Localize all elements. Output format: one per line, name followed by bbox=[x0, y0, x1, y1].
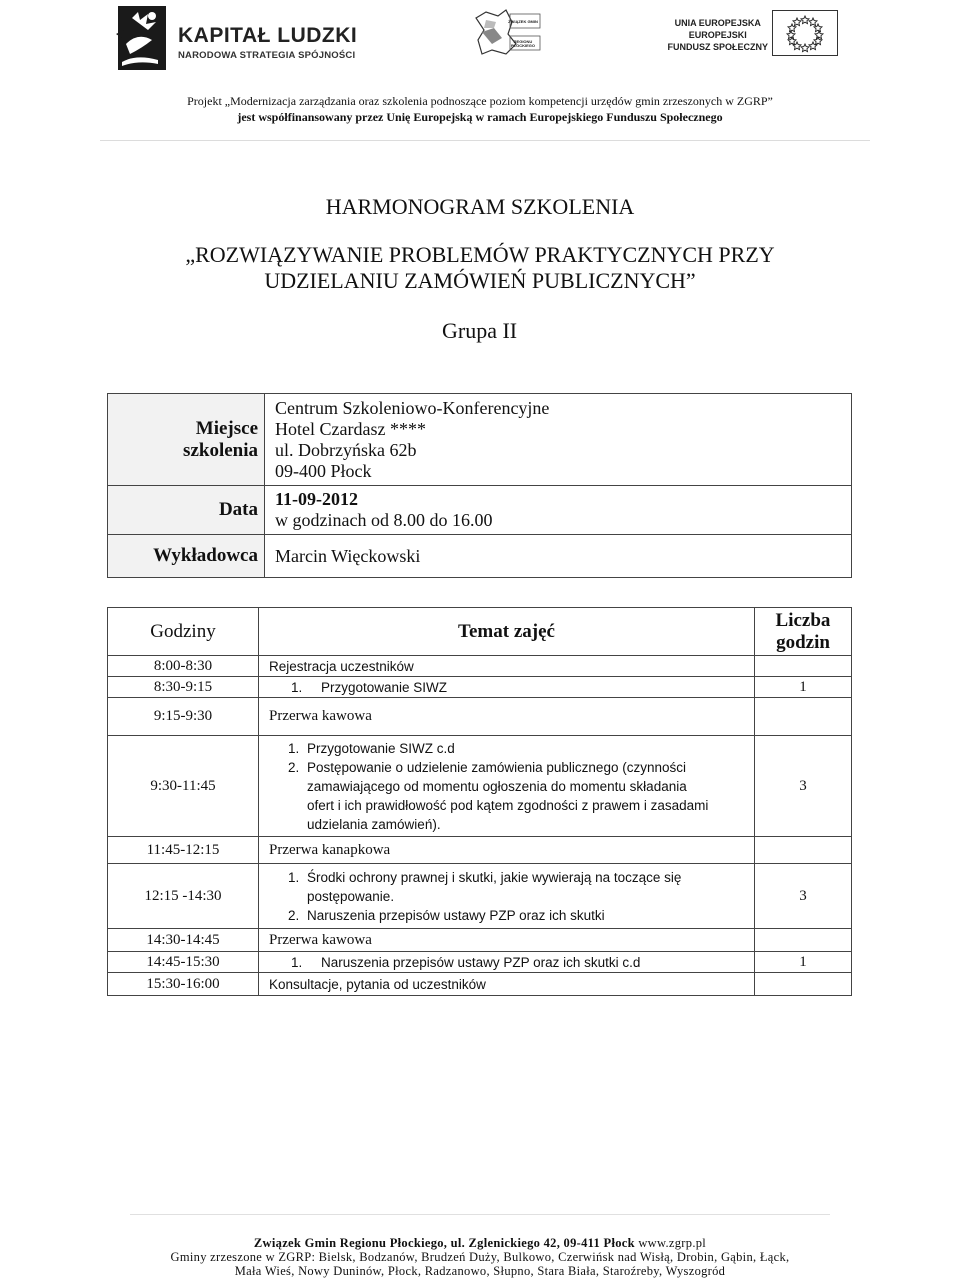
zgrp-logo bbox=[472, 8, 544, 58]
kapital-ludzki-emblem-icon bbox=[112, 4, 170, 72]
row-time: 14:30-14:45 bbox=[108, 929, 259, 952]
info-row-place bbox=[108, 394, 852, 486]
eu-text-line-1: UNIA EUROPEJSKA bbox=[674, 18, 761, 28]
project-line-2: jest współfinansowany przez Unię Europejską w ramach Europejskiego Funduszu Społecznego bbox=[237, 110, 723, 124]
place-label bbox=[108, 394, 265, 486]
row-topic bbox=[259, 736, 755, 837]
project-line-1: Projekt „Modernizacja zarządzania oraz szkolenia podnoszące poziom kompetencji urzędów gmin zrzeszonych w ZGRP” bbox=[187, 94, 773, 108]
date-text: 11-09-2012 bbox=[275, 489, 358, 509]
lecturer-label-text: Wykładowca bbox=[153, 545, 258, 566]
row-hours bbox=[755, 929, 852, 952]
row-time: 8:30-9:15 bbox=[108, 677, 259, 698]
row-topic: Przerwa kanapkowa bbox=[259, 837, 755, 864]
row-time: 8:00-8:30 bbox=[108, 656, 259, 677]
row-topic bbox=[259, 677, 755, 698]
date-value bbox=[265, 486, 852, 535]
row-hours: 3 bbox=[755, 864, 852, 929]
item-text: Przygotowanie SIWZ bbox=[321, 679, 448, 695]
header-count bbox=[755, 608, 852, 656]
row-hours bbox=[755, 837, 852, 864]
lecturer-label bbox=[108, 535, 265, 578]
footer-divider bbox=[130, 1214, 830, 1215]
header-count-line-1: Liczba bbox=[775, 609, 831, 631]
place-label-line-2: szkolenia bbox=[183, 439, 258, 461]
group-label: Grupa II bbox=[442, 318, 518, 343]
date-label-text: Data bbox=[218, 499, 258, 520]
item-number: 1. bbox=[291, 679, 303, 695]
list-item: 1. Środki ochrony prawnej i skutki, jakie wywierają na toczące się postępowanie. bbox=[303, 868, 714, 906]
info-table bbox=[107, 393, 852, 578]
row-topic: Przerwa kawowa bbox=[259, 929, 755, 952]
list-item: 1. Przygotowanie SIWZ c.d bbox=[303, 739, 714, 758]
place-line: Centrum Szkoleniowo-Konferencyjne bbox=[275, 397, 550, 418]
place-label-line-1: Miejsce bbox=[195, 417, 258, 439]
footer-website-link[interactable]: www.zgrp.pl bbox=[638, 1236, 707, 1250]
row-hours: 3 bbox=[755, 736, 852, 837]
place-line: ul. Dobrzyńska 62b bbox=[275, 439, 417, 460]
row-topic: Rejestracja uczestników bbox=[259, 656, 755, 677]
date-hours-text: w godzinach od 8.00 do 16.00 bbox=[275, 510, 493, 530]
header-hours: Godziny bbox=[108, 608, 259, 656]
footer-address bbox=[0, 1236, 960, 1251]
table-row bbox=[108, 736, 852, 837]
kapital-ludzki-title: KAPITAŁ LUDZKI bbox=[178, 24, 358, 47]
table-row bbox=[108, 698, 852, 736]
row-topic bbox=[259, 952, 755, 973]
table-row bbox=[108, 656, 852, 677]
eu-text-line-3: FUNDUSZ SPOŁECZNY bbox=[667, 42, 768, 52]
eu-text-line-2: EUROPEJSKI bbox=[688, 30, 747, 40]
kapital-ludzki-logo bbox=[112, 4, 358, 74]
header-count-line-2: godzin bbox=[776, 631, 830, 653]
training-title-line-2: UDZIELANIU ZAMÓWIEŃ PUBLICZNYCH” bbox=[264, 268, 696, 293]
zgrp-logo-text-2: REGIONU PŁOCKIEGO bbox=[510, 39, 535, 48]
footer-members-line-2: Mała Wieś, Nowy Duninów, Płock, Radzanowo, Słupno, Stara Biała, Staroźreby, Wyszogród bbox=[234, 1264, 726, 1278]
kapital-ludzki-subtitle: NARODOWA STRATEGIA SPÓJNOŚCI bbox=[178, 50, 356, 61]
eu-flag-icon bbox=[772, 10, 838, 56]
row-topic: Konsultacje, pytania od uczestników bbox=[259, 973, 755, 996]
table-row bbox=[108, 677, 852, 698]
place-value bbox=[265, 394, 852, 486]
row-hours bbox=[755, 973, 852, 996]
schedule-header-row bbox=[108, 608, 852, 656]
zgrp-map-icon bbox=[472, 8, 544, 58]
row-time: 14:45-15:30 bbox=[108, 952, 259, 973]
training-title-line-1: „ROZWIĄZYWANIE PROBLEMÓW PRAKTYCZNYCH PRZY bbox=[185, 242, 775, 267]
document-title: HARMONOGRAM SZKOLENIA bbox=[325, 194, 635, 219]
lecturer-name: Marcin Więckowski bbox=[275, 545, 421, 566]
table-row bbox=[108, 864, 852, 929]
footer-address-text: Związek Gmin Regionu Płockiego, ul. Zglenickiego 42, 09-411 Płock bbox=[253, 1236, 635, 1250]
place-line: Hotel Czardasz **** bbox=[275, 418, 426, 439]
list-item: 2. Naruszenia przepisów ustawy PZP oraz ich skutki bbox=[303, 906, 714, 925]
row-topic bbox=[259, 864, 755, 929]
eu-logo bbox=[667, 10, 852, 60]
lecturer-value bbox=[265, 535, 852, 578]
row-hours bbox=[755, 656, 852, 677]
header-topic: Temat zajęć bbox=[259, 608, 755, 656]
row-topic: Przerwa kawowa bbox=[259, 698, 755, 736]
schedule-table bbox=[107, 607, 852, 996]
row-time: 9:15-9:30 bbox=[108, 698, 259, 736]
table-row bbox=[108, 973, 852, 996]
list-item: 2. Postępowanie o udzielenie zamówienia publicznego (czynności zamawiającego od momentu ogłoszenia do momentu składania ofert i ich prawidłowość pod kątem zgodności z prawem i zasadami udzielania zamówień). bbox=[303, 758, 714, 834]
row-hours: 1 bbox=[755, 952, 852, 973]
item-number: 1. bbox=[291, 954, 303, 970]
table-row bbox=[108, 837, 852, 864]
footer-members-line-1: Gminy zrzeszone w ZGRP: Bielsk, Bodzanów, Brudzeń Duży, Bulkowo, Czerwińsk nad Wisłą, Drobin, Gąbin, Łąck, bbox=[170, 1250, 790, 1264]
row-hours: 1 bbox=[755, 677, 852, 698]
date-label bbox=[108, 486, 265, 535]
info-row-lecturer bbox=[108, 535, 852, 578]
place-line: 09-400 Płock bbox=[275, 460, 372, 481]
info-row-date bbox=[108, 486, 852, 535]
table-row bbox=[108, 929, 852, 952]
row-time: 9:30-11:45 bbox=[108, 736, 259, 837]
header-divider bbox=[100, 140, 870, 141]
zgrp-logo-text-1: ZWIĄZEK GMIN bbox=[508, 19, 538, 24]
row-time: 12:15 -14:30 bbox=[108, 864, 259, 929]
item-text: Naruszenia przepisów ustawy PZP oraz ich skutki c.d bbox=[321, 954, 641, 970]
eu-logo-text bbox=[667, 17, 768, 53]
row-time: 11:45-12:15 bbox=[108, 837, 259, 864]
row-hours bbox=[755, 698, 852, 736]
row-time: 15:30-16:00 bbox=[108, 973, 259, 996]
table-row bbox=[108, 952, 852, 973]
